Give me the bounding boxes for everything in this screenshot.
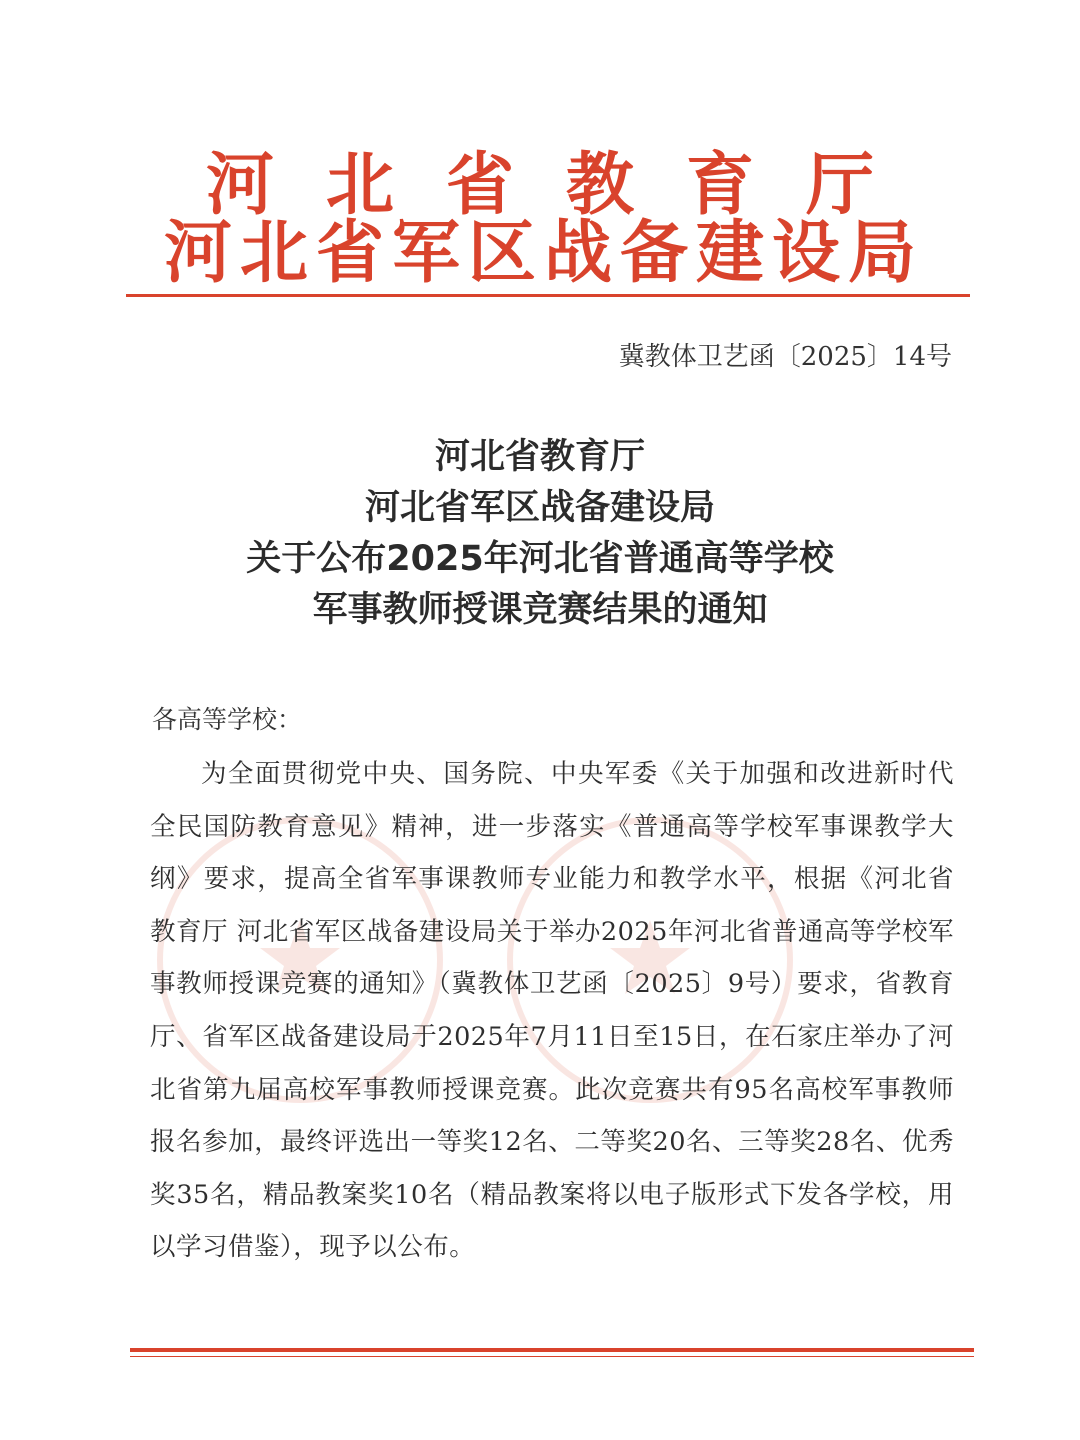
- title-line-3: 关于公布2025年河北省普通高等学校: [246, 539, 834, 579]
- footer-red-rule: [130, 1348, 974, 1352]
- document-title: [0, 432, 1080, 636]
- title-line-1: 河北省教育厅: [434, 437, 645, 477]
- title-line-4: 军事教师授课竞赛结果的通知: [312, 590, 768, 630]
- letterhead-line-education-department: 河北省教育厅: [205, 146, 926, 225]
- letterhead-red-rule: [126, 294, 970, 297]
- title-line-2: 河北省军区战备建设局: [364, 488, 715, 528]
- recipient-salutation: 各高等学校：: [152, 705, 303, 734]
- body-paragraph: 为全面贯彻党中央、国务院、中央军委《关于加强和改进新时代全民国防教育意见》精神，进一步落实《普通高等学校军事课教学大纲》要求，提高全省军事课教师专业能力和教学水平，根据《河北省教育厅 河北省军区战备建设局关于举办2025年河北省普通高等学校军事教师授课竞赛的通知》（冀教体卫艺函〔2025〕9号）要求，省教育厅、省军区战备建设局于2025年7月11日至15日，在石家庄举办了河北省第九届高校军事教师授课竞赛。此次竞赛共有95名高校军事教师报名参加，最终评选出一等奖12名、二等奖20名、三等奖28名、优秀奖35名，精品教案奖10名（精品教案将以电子版形式下发各学校，用以学习借鉴），现予以公布。: [150, 759, 954, 1263]
- document-number: 冀教体卫艺函〔2025〕14号: [618, 342, 952, 372]
- footer-red-rule-thin: [130, 1356, 974, 1357]
- letterhead-line-military-bureau: 河北省军区战备建设局: [163, 214, 924, 293]
